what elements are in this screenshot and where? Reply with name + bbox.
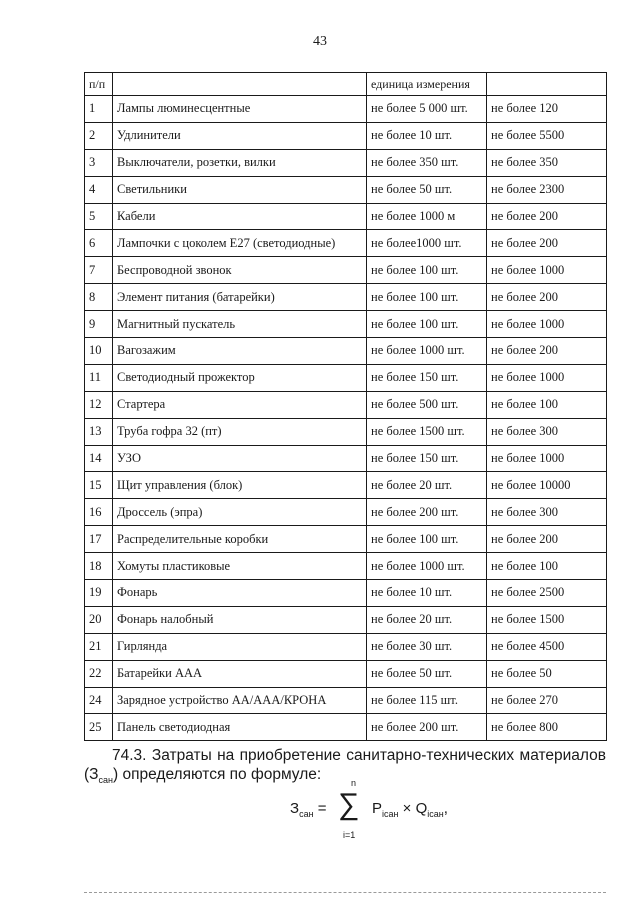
cell-name: Стартера (113, 391, 367, 418)
cell-price: не более 300 (487, 499, 607, 526)
cell-price: не более 100 (487, 391, 607, 418)
cell-quantity: не более 10 шт. (367, 122, 487, 149)
cell-price: не более 200 (487, 230, 607, 257)
cell-name: Панель светодиодная (113, 714, 367, 741)
cell-price: не более 1000 (487, 364, 607, 391)
cell-price: не более 1000 (487, 311, 607, 338)
cell-quantity: не более 30 шт. (367, 633, 487, 660)
cell-price: не более 270 (487, 687, 607, 714)
cell-name: Элемент питания (батарейки) (113, 284, 367, 311)
cell-number: 12 (85, 391, 113, 418)
table-row (85, 338, 607, 365)
cell-name: Фонарь (113, 580, 367, 607)
formula-equals: = (313, 800, 327, 817)
formula-price-symbol: P (372, 800, 383, 817)
materials-table (84, 72, 607, 741)
cell-name: Лампочки с цоколем Е27 (светодиодные) (113, 230, 367, 257)
cell-price: не более 2300 (487, 176, 607, 203)
cell-price: не более 800 (487, 714, 607, 741)
cell-number: 13 (85, 418, 113, 445)
table-row (85, 553, 607, 580)
cell-quantity: не более 150 шт. (367, 445, 487, 472)
sum-sigma-symbol: ∑ (338, 788, 360, 821)
table-row (85, 96, 607, 123)
cell-name: Светильники (113, 176, 367, 203)
paragraph-text-before: 74.3. Затраты на приобретение санитарно-технических материалов (З (84, 747, 606, 783)
cell-quantity: не более 115 шт. (367, 687, 487, 714)
formula-lhs (290, 800, 326, 819)
cell-number: 22 (85, 660, 113, 687)
header-cell-price (487, 73, 607, 96)
cell-number: 3 (85, 149, 113, 176)
table-row (85, 499, 607, 526)
cell-number: 17 (85, 526, 113, 553)
table-row (85, 391, 607, 418)
cell-name: Удлинители (113, 122, 367, 149)
table-row (85, 176, 607, 203)
cell-name: Выключатели, розетки, вилки (113, 149, 367, 176)
cell-number: 25 (85, 714, 113, 741)
cell-number: 24 (85, 687, 113, 714)
table-row (85, 364, 607, 391)
cell-number: 10 (85, 338, 113, 365)
table-body (85, 73, 607, 741)
cell-number: 19 (85, 580, 113, 607)
cost-formula (290, 780, 490, 844)
cell-price: не более 4500 (487, 633, 607, 660)
table-header-row (85, 73, 607, 96)
cell-name: Кабели (113, 203, 367, 230)
cell-price: не более 2500 (487, 580, 607, 607)
table-row (85, 230, 607, 257)
table-row (85, 203, 607, 230)
cell-name: Хомуты пластиковые (113, 553, 367, 580)
formula-comma: , (443, 800, 448, 817)
cell-quantity: не более 200 шт. (367, 499, 487, 526)
cell-quantity: не более 50 шт. (367, 176, 487, 203)
table-row (85, 284, 607, 311)
cell-price: не более 200 (487, 203, 607, 230)
table-row (85, 472, 607, 499)
cell-number: 7 (85, 257, 113, 284)
cell-quantity: не более 1500 шт. (367, 418, 487, 445)
cell-quantity: не более 350 шт. (367, 149, 487, 176)
table-row (85, 714, 607, 741)
cell-name: Беспроводной звонок (113, 257, 367, 284)
cell-number: 1 (85, 96, 113, 123)
table-row (85, 606, 607, 633)
cell-name: Лампы люминесцентные (113, 96, 367, 123)
formula-lhs-subscript: сан (299, 809, 314, 819)
cell-quantity: не более 1000 шт. (367, 553, 487, 580)
cell-quantity: не более 5 000 шт. (367, 96, 487, 123)
table-row (85, 149, 607, 176)
cell-quantity: не более 20 шт. (367, 472, 487, 499)
cell-quantity: не более 150 шт. (367, 364, 487, 391)
cell-quantity: не более 10 шт. (367, 580, 487, 607)
cell-number: 21 (85, 633, 113, 660)
cell-name: Фонарь налобный (113, 606, 367, 633)
cell-quantity: не более 500 шт. (367, 391, 487, 418)
sum-upper-limit: n (351, 778, 357, 788)
formula-sum (338, 780, 368, 844)
cell-name: Вагозажим (113, 338, 367, 365)
cell-name: Дроссель (эпра) (113, 499, 367, 526)
cell-quantity: не более 1000 шт. (367, 338, 487, 365)
formula-times: × (398, 800, 416, 817)
cell-quantity: не более 50 шт. (367, 660, 487, 687)
cell-number: 2 (85, 122, 113, 149)
table-row (85, 660, 607, 687)
table-row (85, 445, 607, 472)
cell-quantity: не более 1000 м (367, 203, 487, 230)
cell-price: не более 200 (487, 338, 607, 365)
cell-price: не более 50 (487, 660, 607, 687)
cell-number: 14 (85, 445, 113, 472)
cell-name: Труба гофра 32 (пт) (113, 418, 367, 445)
header-cell-unit: единица измерения (367, 73, 487, 96)
formula-quantity-symbol: Q (415, 800, 428, 817)
cell-price: не более 5500 (487, 122, 607, 149)
page-number: 43 (313, 34, 327, 49)
cell-number: 20 (85, 606, 113, 633)
cell-quantity: не более 20 шт. (367, 606, 487, 633)
cell-price: не более 300 (487, 418, 607, 445)
paragraph-text-after: ) определяются по формуле: (113, 766, 322, 783)
cell-name: Магнитный пускатель (113, 311, 367, 338)
cell-name: УЗО (113, 445, 367, 472)
table-row (85, 633, 607, 660)
table-row (85, 418, 607, 445)
cell-name: Светодиодный прожектор (113, 364, 367, 391)
cell-number: 15 (85, 472, 113, 499)
cell-price: не более 1500 (487, 606, 607, 633)
cell-quantity: не более 100 шт. (367, 257, 487, 284)
cell-price: не более 1000 (487, 445, 607, 472)
cell-number: 9 (85, 311, 113, 338)
table-row (85, 257, 607, 284)
cell-number: 5 (85, 203, 113, 230)
cell-number: 11 (85, 364, 113, 391)
sum-lower-limit: i=1 (343, 830, 356, 840)
cell-name: Гирлянда (113, 633, 367, 660)
table-row (85, 526, 607, 553)
table-row (85, 122, 607, 149)
cell-quantity: не более 100 шт. (367, 311, 487, 338)
header-cell-name (113, 73, 367, 96)
cell-number: 8 (85, 284, 113, 311)
page-footer-line (84, 892, 606, 893)
cell-price: не более 200 (487, 284, 607, 311)
cell-number: 6 (85, 230, 113, 257)
cell-name: Батарейки ААА (113, 660, 367, 687)
cell-price: не более 120 (487, 96, 607, 123)
cell-number: 16 (85, 499, 113, 526)
cell-quantity: не более 200 шт. (367, 714, 487, 741)
paragraph-subscript: сан (98, 775, 114, 786)
cell-number: 18 (85, 553, 113, 580)
cell-name: Распределительные коробки (113, 526, 367, 553)
header-cell-number: п/п (85, 73, 113, 96)
cell-price: не более 10000 (487, 472, 607, 499)
table-row (85, 580, 607, 607)
cell-price: не более 200 (487, 526, 607, 553)
formula-rhs (372, 800, 448, 819)
cell-price: не более 350 (487, 149, 607, 176)
cell-quantity: не более 100 шт. (367, 526, 487, 553)
cell-name: Зарядное устройство АА/ААА/КРОНА (113, 687, 367, 714)
formula-quantity-subscript: iсан (427, 809, 444, 819)
formula-lhs-symbol: З (290, 800, 300, 817)
table-row (85, 687, 607, 714)
cell-price: не более 1000 (487, 257, 607, 284)
formula-price-subscript: iсан (382, 809, 399, 819)
table-row (85, 311, 607, 338)
cell-quantity: не более 100 шт. (367, 284, 487, 311)
cell-price: не более 100 (487, 553, 607, 580)
cell-name: Щит управления (блок) (113, 472, 367, 499)
cell-number: 4 (85, 176, 113, 203)
cell-quantity: не более1000 шт. (367, 230, 487, 257)
